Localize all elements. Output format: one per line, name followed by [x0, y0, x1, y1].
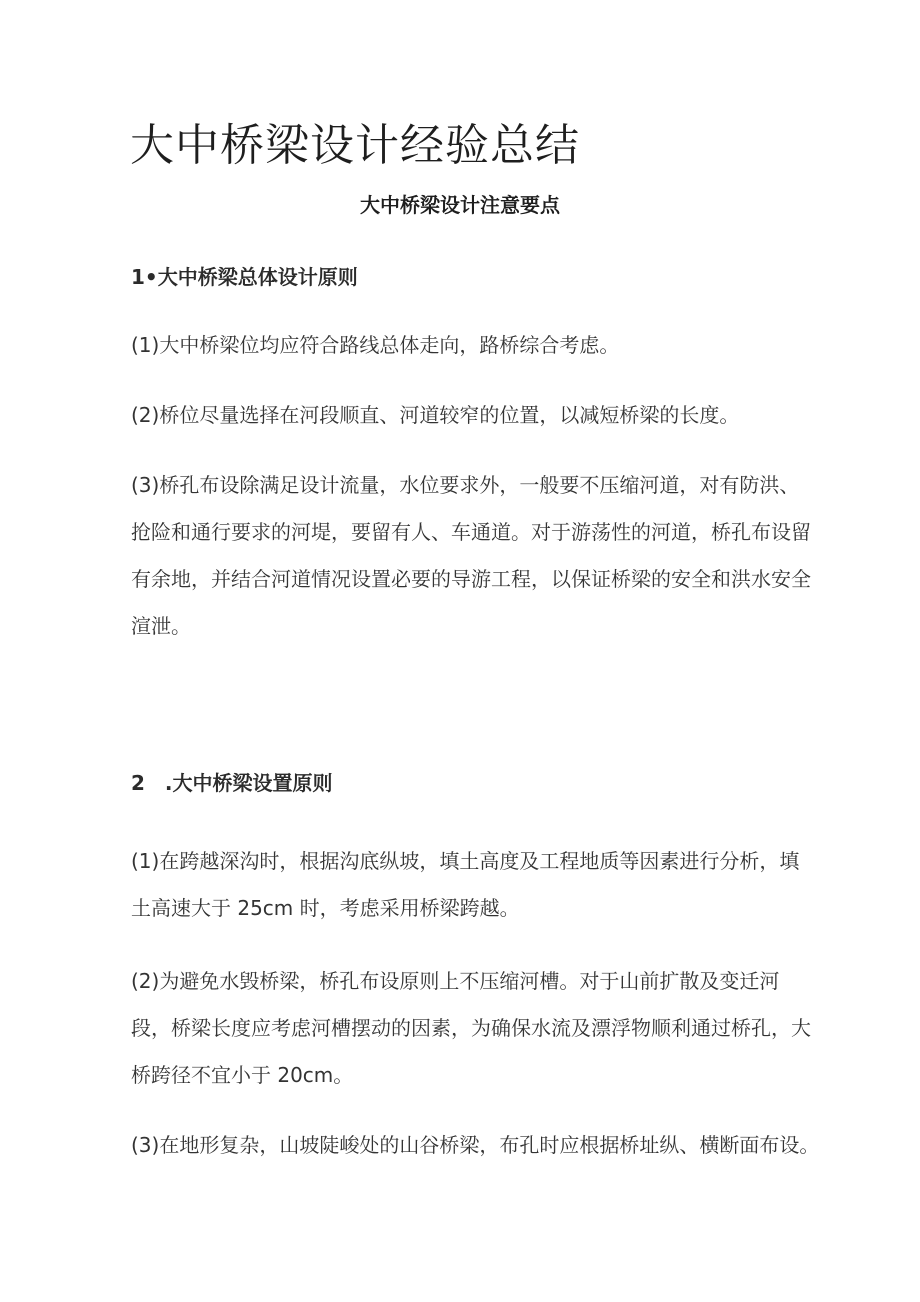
document-title: 大中桥梁设计经验总结 [130, 120, 580, 171]
paragraph-1-1: (1)大中桥梁位均应符合路线总体走向，路桥综合考虑。 [131, 333, 620, 357]
document-subtitle: 大中桥梁设计注意要点 [360, 193, 560, 217]
section-heading-2: 2 .大中桥梁设置原则 [131, 771, 333, 795]
paragraph-1-2: (2)桥位尽量选择在河段顺直、河道较窄的位置，以减短桥梁的长度。 [131, 403, 740, 427]
section-heading-1: 1•大中桥梁总体设计原则 [131, 265, 358, 289]
paragraph-1-3: (3)桥孔布设除满足设计流量，水位要求外，一般要不压缩河道，对有防洪、抢险和通行要求的河堤，要留有人、车通道。对于游荡性的河道，桥孔布设留有余地，并结合河道情况设置必要的导游工程，以保证桥梁的安全和洪水安全渲泄。 [131, 473, 811, 638]
paragraph-2-1: (1)在跨越深沟时，根据沟底纵坡，填土高度及工程地质等因素进行分析，填土高速大于 25cm 时，考虑采用桥梁跨越。 [131, 849, 800, 920]
paragraph-2-2: (2)为避免水毁桥梁，桥孔布设原则上不压缩河槽。对于山前扩散及变迁河段，桥梁长度应考虑河槽摆动的因素，为确保水流及漂浮物顺利通过桥孔，大桥跨径不宜小于 20cm。 [131, 969, 811, 1087]
paragraph-2-3: (3)在地形复杂，山坡陡峻处的山谷桥梁，布孔时应根据桥址纵、横断面布设。 [131, 1133, 820, 1157]
